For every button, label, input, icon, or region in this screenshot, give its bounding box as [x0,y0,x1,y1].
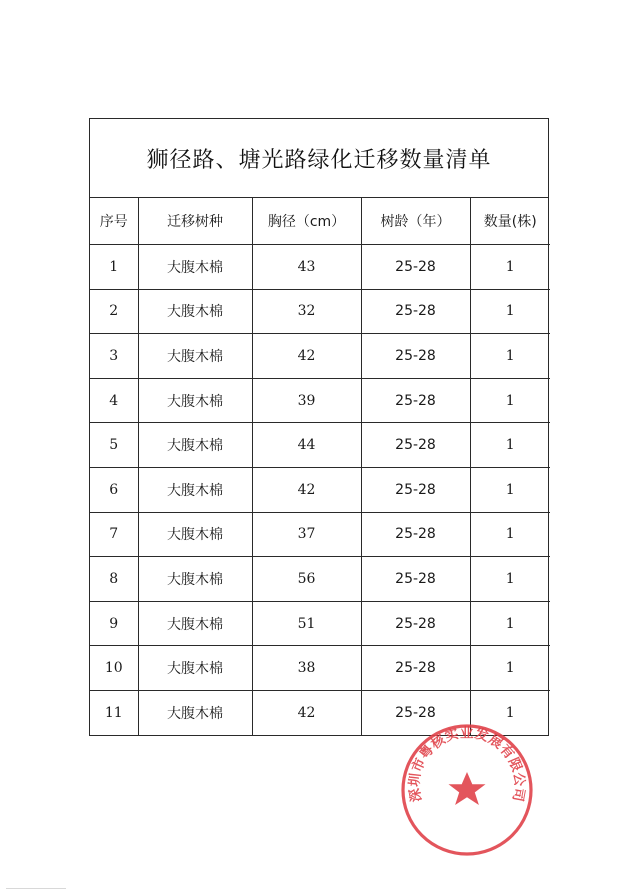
cell-index: 3 [90,334,138,379]
cell-age: 25-28 [361,467,470,512]
table-row [90,423,550,468]
cell-quantity: 1 [470,646,550,691]
header-diameter: 胸径（cm） [252,198,361,245]
cell-quantity: 1 [470,289,550,334]
table-row [90,557,550,602]
table-header-row [90,198,550,245]
cell-species: 大腹木棉 [138,557,252,602]
cell-age: 25-28 [361,557,470,602]
table-row [90,467,550,512]
cell-diameter: 51 [252,601,361,646]
cell-quantity: 1 [470,245,550,290]
cell-quantity: 1 [470,423,550,468]
seal-text: 深圳市粤核实业发展有限公司 [406,725,528,804]
cell-diameter: 42 [252,334,361,379]
table-row [90,512,550,557]
table-row [90,601,550,646]
cell-species: 大腹木棉 [138,245,252,290]
cell-diameter: 42 [252,690,361,734]
cell-diameter: 56 [252,557,361,602]
cell-age: 25-28 [361,334,470,379]
cell-species: 大腹木棉 [138,423,252,468]
cell-species: 大腹木棉 [138,512,252,557]
cell-index: 7 [90,512,138,557]
cell-index: 8 [90,557,138,602]
cell-index: 4 [90,378,138,423]
cell-species: 大腹木棉 [138,378,252,423]
cell-diameter: 44 [252,423,361,468]
document-title: 狮径路、塘光路绿化迁移数量清单 [90,119,548,198]
header-quantity: 数量(株) [470,198,550,245]
cell-index: 1 [90,245,138,290]
cell-diameter: 42 [252,467,361,512]
cell-age: 25-28 [361,512,470,557]
cell-age: 25-28 [361,289,470,334]
cell-species: 大腹木棉 [138,334,252,379]
cell-diameter: 32 [252,289,361,334]
cell-species: 大腹木棉 [138,601,252,646]
cell-species: 大腹木棉 [138,289,252,334]
table-row [90,289,550,334]
company-seal [397,720,537,860]
cell-age: 25-28 [361,646,470,691]
cell-diameter: 38 [252,646,361,691]
scan-edge-line [6,888,66,889]
cell-index: 9 [90,601,138,646]
cell-quantity: 1 [470,601,550,646]
cell-age: 25-28 [361,690,470,734]
table-row [90,646,550,691]
table-row [90,378,550,423]
data-table [90,198,550,735]
cell-index: 2 [90,289,138,334]
cell-quantity: 1 [470,467,550,512]
cell-species: 大腹木棉 [138,646,252,691]
cell-age: 25-28 [361,378,470,423]
cell-age: 25-28 [361,423,470,468]
cell-age: 25-28 [361,245,470,290]
table-row [90,334,550,379]
transplant-list-table [89,118,549,736]
cell-diameter: 43 [252,245,361,290]
cell-quantity: 1 [470,512,550,557]
header-species: 迁移树种 [138,198,252,245]
cell-index: 10 [90,646,138,691]
header-index: 序号 [90,198,138,245]
cell-quantity: 1 [470,334,550,379]
header-age: 树龄（年） [361,198,470,245]
cell-index: 6 [90,467,138,512]
cell-species: 大腹木棉 [138,467,252,512]
cell-index: 5 [90,423,138,468]
cell-diameter: 39 [252,378,361,423]
star-icon [449,772,486,805]
cell-quantity: 1 [470,378,550,423]
cell-quantity: 1 [470,690,550,734]
table-row [90,245,550,290]
cell-index: 11 [90,690,138,734]
cell-diameter: 37 [252,512,361,557]
cell-age: 25-28 [361,601,470,646]
cell-species: 大腹木棉 [138,690,252,734]
cell-quantity: 1 [470,557,550,602]
